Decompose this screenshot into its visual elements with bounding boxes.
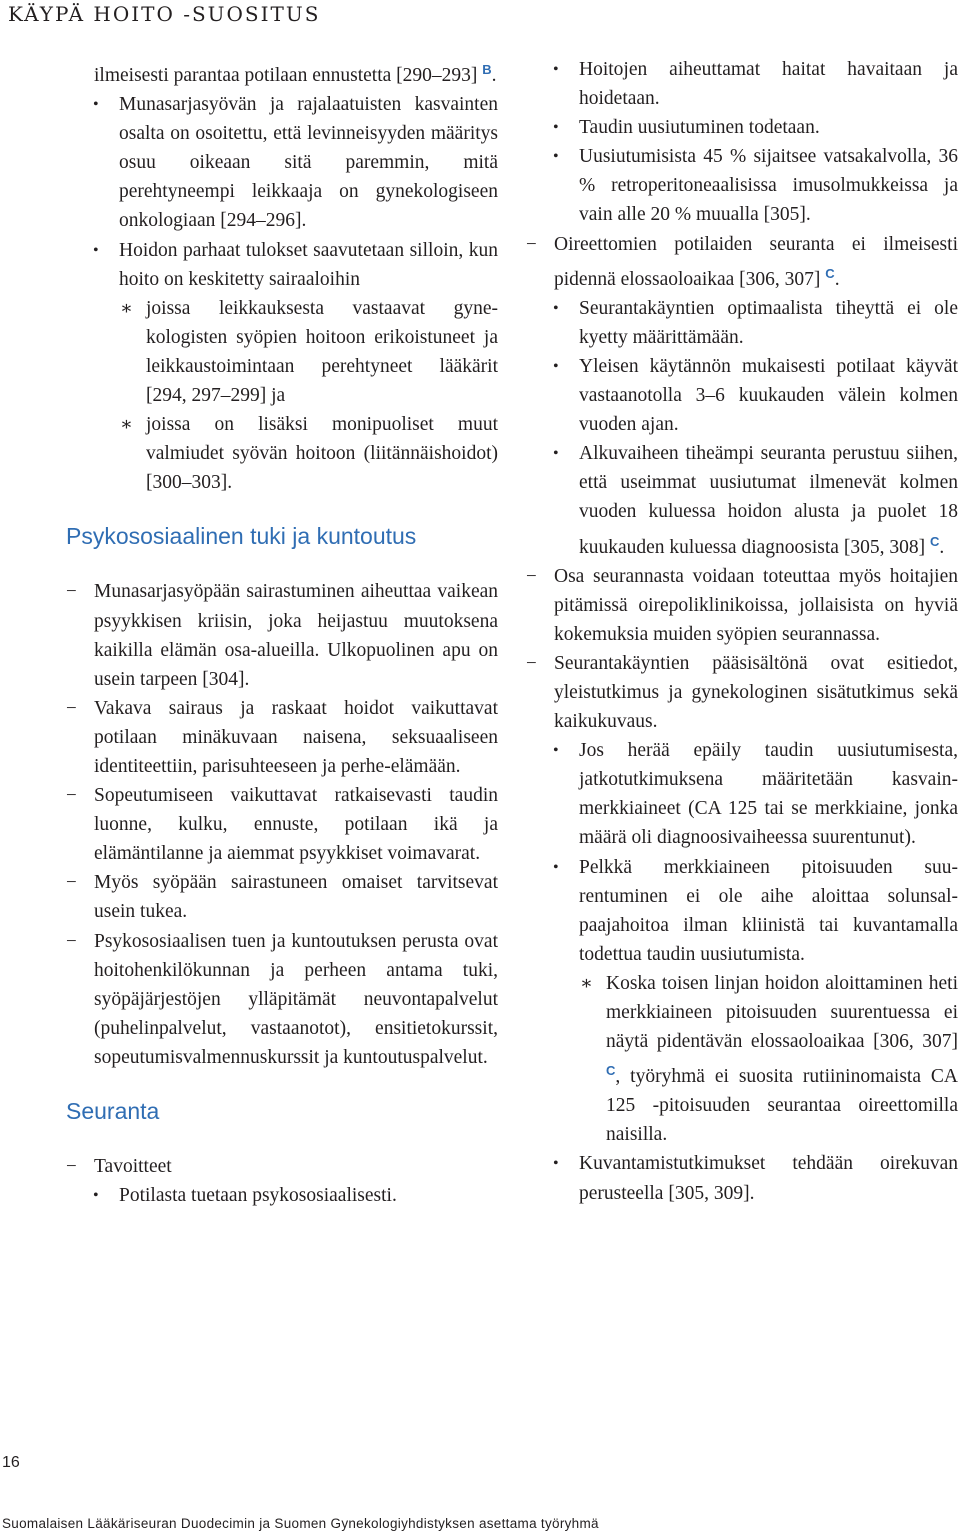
item-text-continuation: . — [834, 268, 840, 290]
evidence-grade-badge: C — [606, 1063, 616, 1079]
item-text-continuation: . — [939, 536, 945, 558]
bullet-list-item — [526, 352, 958, 439]
bullet-marker: • — [553, 119, 559, 137]
dash-list-item — [66, 577, 498, 693]
bullet-marker: • — [553, 148, 559, 166]
bullet-marker: • — [93, 1187, 99, 1205]
item-text: Seurantakäyntien optimaalista tiheyttä ei ole kyetty määrittämään. — [579, 297, 958, 348]
right-list — [526, 55, 958, 1208]
heading-psychosocial-support: Psykososiaalinen tuki ja kuntoutus — [66, 523, 417, 550]
bullet-list-item — [66, 90, 498, 235]
item-text: Myös syöpään sairastuneen omaiset tarvitsevat usein tukea. — [94, 872, 498, 923]
item-text: Koska toisen linjan hoidon aloittaminen heti merkkiaineen pitoisuuden suurentuessa ei näytä pidentävän elossaoloaikaa [306, 307] — [606, 972, 958, 1053]
bullet-marker: • — [553, 1155, 559, 1173]
star-list-item — [66, 410, 498, 497]
dash-list-item — [66, 781, 498, 868]
bullet-marker: • — [553, 299, 559, 317]
dash-marker: − — [66, 697, 77, 719]
bullet-list-item — [526, 736, 958, 852]
item-text: Alkuvaiheen tiheämpi seuranta perustuu siihen, että useimmat uusiutumat ilmenevät kolmen vuoden kuluessa hoidon alusta ja puolet 18 kuukauden kuluessa diagnoosista [305, 308] — [579, 443, 958, 558]
psychosocial-list — [66, 577, 498, 1072]
bullet-marker: • — [553, 742, 559, 760]
dash-list-item — [526, 230, 958, 294]
item-text: Oireettomien potilaiden seuranta ei ilmeisesti pidennä elossaoloaikaa [306, 307] — [554, 233, 958, 290]
item-text: Sopeutumiseen vaikuttavat ratkaisevasti taudin luonne, kulku, ennuste, potilaan ikä ja elämäntilanne ja aiemmat psyykkiset voimavarat. — [94, 785, 498, 865]
page-header: KÄYPÄ HOITO -SUOSITUS — [8, 2, 321, 26]
evidence-grade-badge: C — [929, 533, 940, 549]
dash-list-item — [526, 562, 958, 649]
evidence-grade-badge: B — [482, 62, 492, 77]
right-column — [526, 55, 958, 1208]
evidence-grade-badge: C — [825, 265, 835, 281]
bullet-marker: • — [553, 445, 559, 463]
star-marker: ∗ — [580, 972, 593, 994]
follow-up-list — [66, 1152, 498, 1210]
bullet-marker: • — [93, 96, 99, 114]
item-text: Taudin uusiutuminen todetaan. — [579, 117, 820, 139]
dash-marker: − — [66, 785, 77, 807]
item-text: Munasarjasyövän ja rajalaatuisten kasvainten osalta on osoitettu, että levinneisyyden määritys osuu oikeaan sitä paremmin, mitä perehtyneempi leikkaaja on gynekologiseen onkologiaan [294–296]. — [119, 94, 498, 232]
dash-marker: − — [66, 930, 77, 952]
item-text: Jos herää epäily taudin uusiutumisesta, jatkotutkimuksena määritetään kasvainmerkkiaineet (CA 125 tai se merkkiaine, jonka määrä oli diagnoosivaiheessa suurentunut). — [579, 740, 958, 849]
bullet-marker: • — [553, 858, 559, 876]
bullet-list-item — [526, 1149, 958, 1207]
bullet-list-item — [526, 853, 958, 969]
item-text-continuation: , työryhmä ei suosita rutiininomaista CA 125 -pitoisuuden seurantaa oireettomilla naisilla. — [606, 1066, 958, 1146]
bullet-list-item — [526, 113, 958, 142]
item-text: ilmeisesti parantaa potilaan ennustetta [290–293] — [94, 65, 478, 86]
item-text: Tavoitteet — [94, 1156, 172, 1177]
bullet-list-item — [526, 439, 958, 561]
item-text: Uusiutumisista 45 % sijaitsee vatsakalvolla, 36 % retroperitoneaalisissa imusolmukkeissa ja vain alle 20 % muualla [305]. — [579, 146, 958, 226]
bullet-list-item — [526, 55, 958, 113]
item-text: Osa seurannasta voidaan toteuttaa myös hoitajien pitämissä oirepoliklinikoissa, jollaisista on hyviä kokemuksia muiden syöpien seurannassa. — [554, 565, 958, 645]
dash-marker: − — [526, 233, 537, 255]
heading-follow-up: Seuranta — [66, 1098, 160, 1124]
page-number: 16 — [2, 1454, 20, 1471]
item-text: Hoitojen aiheuttamat haitat havaitaan ja hoidetaan. — [579, 59, 958, 110]
bullet-marker: • — [93, 241, 99, 259]
item-text: Pelkkä merkkiaineen pitoisuuden suurentuminen ei ole aihe aloittaa solunsalpaajahoitoa ilman kliinistä tai kuvantamalla todettua taudin uusiutumista. — [579, 856, 958, 965]
star-marker: ∗ — [120, 414, 133, 436]
item-text: joissa leikkauksesta vastaavat gynekologisten syöpien hoitoon erikoistuneet ja leikkaustoimintaan perehtyneet lääkärit [294, 297–299] ja — [146, 297, 498, 407]
item-text: Vakava sairaus ja raskaat hoidot vaikuttavat potilaan minäkuvaan naisena, seksuaaliseen identiteettiin, parisuhteeseen ja perhe-elämään. — [94, 697, 498, 777]
star-list-item — [526, 969, 958, 1150]
dash-marker: − — [66, 872, 77, 894]
left-list — [66, 55, 498, 497]
item-text: Psykososiaalisen tuen ja kuntoutuksen perusta ovat hoitohenkilökunnan ja perheen antama tuki, syöpäjärjestöjen ylläpitämät neuvontapalvelut (puhelinpalvelut, vastaanotot), ensitietokurssit, sopeutumisvalmennuskurssit ja kuntoutuspalvelut. — [94, 930, 498, 1068]
dash-list-item — [526, 649, 958, 736]
item-text: Munasarjasyöpään sairastuminen aiheuttaa vaikean psyykkisen kriisin, joka heijastuu muutoksena kaikilla elämän osa-alueilla. Ulkopuolinen apu on usein tarpeen [304]. — [94, 581, 498, 690]
dash-list-item — [66, 868, 498, 926]
dash-marker: − — [66, 581, 77, 603]
dash-marker: − — [526, 652, 537, 674]
text-list-item — [66, 55, 498, 90]
bullet-list-item — [526, 142, 958, 229]
item-text: Kuvantamistutkimukset tehdään oirekuvan perusteella [305, 309]. — [579, 1153, 958, 1204]
bullet-marker: • — [553, 357, 559, 375]
item-text-continuation: . — [491, 65, 497, 86]
dash-list-item — [66, 694, 498, 781]
star-marker: ∗ — [120, 297, 133, 319]
dash-marker: − — [66, 1156, 77, 1177]
star-list-item — [66, 294, 498, 410]
left-column — [66, 55, 498, 1210]
bullet-list-item — [526, 294, 958, 352]
dash-list-item — [66, 1152, 498, 1181]
footer-text: Suomalaisen Lääkäriseuran Duodecimin ja Suomen Gynekologiyhdistyksen asettama työryhmä — [2, 1516, 599, 1531]
item-text: joissa on lisäksi monipuoliset muut valmiudet syövän hoitoon (liitännäishoidot) [300–303]. — [146, 414, 498, 494]
dash-list-item — [66, 927, 498, 1072]
item-text: Potilasta tuetaan psykososiaalisesti. — [119, 1185, 397, 1207]
dash-marker: − — [526, 565, 537, 587]
bullet-list-item — [66, 1181, 498, 1210]
bullet-marker: • — [553, 61, 559, 78]
item-text: Hoidon parhaat tulokset saavutetaan silloin, kun hoito on keskitetty sairaaloihin — [119, 239, 498, 290]
item-text: Seurantakäyntien pääsisältönä ovat esitiedot, yleistutkimus ja gynekologinen sisätutkimus sekä kaikukuvaus. — [554, 652, 958, 733]
bullet-list-item — [66, 236, 498, 294]
item-text: Yleisen käytännön mukaisesti potilaat käyvät vastaanotolla 3–6 kuukauden välein kolmen vuoden ajan. — [579, 355, 958, 436]
